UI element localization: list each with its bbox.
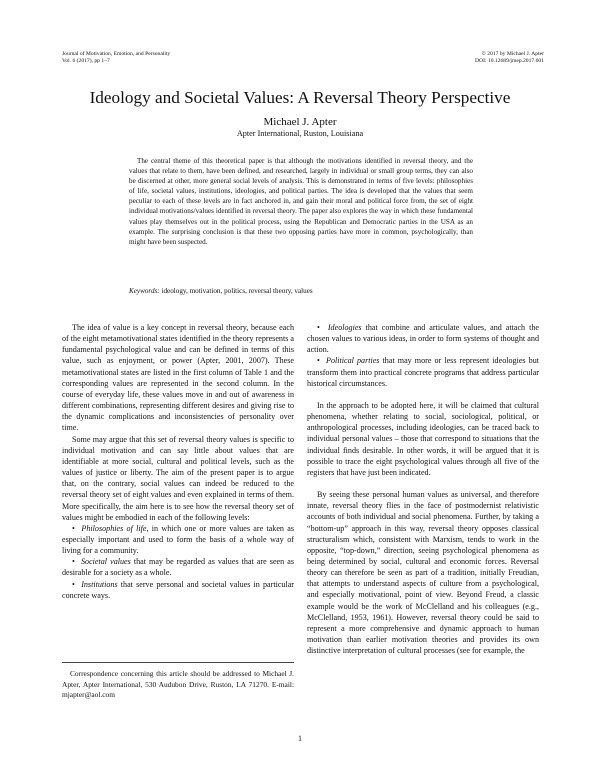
bullet-text: that may more or less represent ideologies but transform them into practical concrete programs that address particular historical circumstances. — [307, 356, 539, 388]
bullet-item — [62, 556, 294, 578]
correspondence-footnote — [62, 669, 294, 701]
bullet-item — [62, 579, 294, 601]
bullet-marker: • — [317, 356, 320, 366]
author-name: Michael J. Apter — [263, 116, 337, 128]
footnote-text: Correspondence concerning this article should be addressed to Michael J. Apter, Apter International, 530 Audubon Drive, Ruston, LA 71270. E-mail: mjapter@aol.com — [62, 669, 294, 700]
footnote-divider — [62, 662, 294, 663]
journal-name: Journal of Motivation, Emotion, and Personality — [62, 51, 171, 57]
bullet-text: that may be regarded as values that are seen as desirable for a society as a whole. — [62, 557, 294, 578]
bullet-marker: • — [72, 523, 75, 533]
bullet-term: Political parties — [326, 356, 380, 366]
keywords-label: Keywords: — [129, 287, 160, 295]
author-affiliation: Apter International, Ruston, Louisiana — [236, 129, 364, 138]
paragraph: In the approach to be adopted here, it will be claimed that cultural phenomena, whether relating to social, sociological, political, or anthropological processes, including ideologies, can be traced back to individual personal values – those that correspond to situations that the individual finds desirable. In other words, it will be argued that it is possible to trace the eight psychological values through all five of the registers that have just been indicated. — [307, 400, 539, 477]
bullet-marker: • — [72, 579, 75, 589]
bullet-item — [307, 322, 539, 355]
bullet-term: Institutions — [81, 579, 118, 589]
doi: DOI: 10.12689/jmep.2017.601 — [475, 58, 544, 64]
bullet-marker: • — [72, 557, 75, 567]
body-column-right — [307, 322, 539, 656]
paragraph: Some may argue that this set of reversal theory values is specific to individual motivation and can say little about values that are identifiable at more social, cultural and political levels, such as the values of justice or liberty. The aim of the present paper is to argue that, on the contrary, social values can indeed be reduced to the reversal theory set of eight values and even explained in terms of them. More specifically, the aim here is to see how the reversal theory set of values might be embodied in each of the following levels: — [62, 434, 294, 522]
page-number: 1 — [298, 734, 302, 743]
abstract — [129, 156, 473, 247]
copyright-header — [475, 51, 544, 65]
keywords-list: ideology, motivation, politics, reversal theory, values — [159, 287, 313, 295]
bullet-text: that serve personal and societal values in particular concrete ways. — [62, 579, 294, 600]
bullet-item — [62, 523, 294, 556]
bullet-term: Philosophies of life — [81, 523, 147, 533]
bullet-term: Societal values — [80, 557, 131, 567]
bullet-text: , in which one or more values are taken as especially important and used to form the basis of a whole way of living for a community. — [62, 523, 295, 556]
keywords — [129, 286, 473, 296]
bullet-marker: • — [317, 323, 320, 332]
bullet-item — [307, 355, 539, 388]
copyright-notice: © 2017 by Michael J. Apter — [481, 51, 544, 57]
paper-title: Ideology and Societal Values: A Reversal Theory Perspective — [89, 88, 511, 107]
paragraph: By seeing these personal human values as universal, and therefore innate, reversal theory flies in the face of postmodernist relativistic accounts of both individual and social phenomena. Further, by taking a “bottom-up” approach in this way, reversal theory opposes classical structuralism which, consistent with Marxism, tends to work in the opposite, “top-down,” direction, seeing psychological phenomena as being determined by social, cultural and economic forces. Reversal theory can therefore be seen as part of a tradition, initially Freudian, that attempts to understand aspects of culture from a psychological, and especially motivational, point of view. Beyond Freud, a classic example would be the work of McClelland and his colleagues (e.g., McClelland, 1953, 1961). However, reversal theory could be said to represent a more comprehensive and dynamic approach to human motivation than earlier motivation theories and provides its own distinctive interpretation of cultural processes (see for example, the — [307, 490, 539, 656]
body-column-left — [62, 322, 294, 601]
paragraph: The idea of value is a key concept in reversal theory, because each of the eight metamotivational states identified in the theory represents a fundamental psychological value and can be defined in terms of this value, such as enjoyment, or power (Apter, 2001, 2007). These metamotivational states are listed in the first column of Table 1 and the corresponding values are represented in the second column. In the course of everyday life, these values move in and out of awareness in different combinations, representing different desires and giving rise to the dynamic complications and inconsistencies of personality over time. — [62, 323, 294, 433]
bullet-text: that combine and articulate values, and attach the chosen values to various ideas, in order to form systems of thought and action. — [307, 323, 539, 355]
bullet-term: Ideologies — [327, 323, 362, 332]
abstract-text: The central theme of this theoretical paper is that although the motivations identified in reversal theory, and the values that relate to them, have been defined, and researched, largely in individual or small group terms, they can also be discerned at other, more general social levels of analysis. This is demonstrated in terms of five levels: philosophies of life, societal values, institutions, ideologies, and political parties. The idea is developed that the values that seem peculiar to each of these levels are in fact anchored in, and gain their moral and political force from, the set of eight individual motivations/values identified in reversal theory. The paper also explores the way in which these fundamental values play themselves out in the political process, using the Republican and Democratic parties in the USA as an example. The surprising conclusion is that these two opposing parties have more in common, psychologically, than might have been suspected. — [129, 157, 473, 246]
journal-header — [62, 51, 170, 65]
journal-volume: Vol. 6 (2017), pp 1–7 — [62, 58, 110, 64]
